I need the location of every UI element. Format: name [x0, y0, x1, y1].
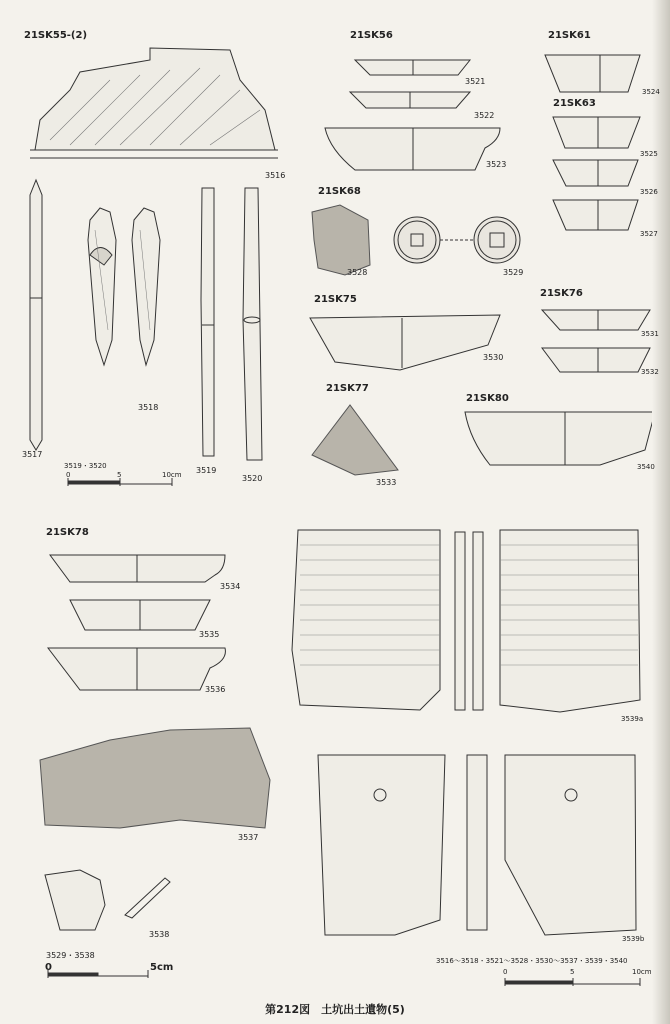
artifact-number: 3526 [640, 188, 658, 196]
artifact-3540-drawing [465, 412, 655, 465]
artifact-number: 3522 [474, 111, 495, 120]
pit-label-sk77: 21SK77 [326, 383, 369, 394]
pit-label-sk75: 21SK75 [314, 294, 357, 305]
artifact-number: 3527 [640, 230, 658, 238]
scale-title-3519-3520: 3519・3520 [64, 462, 107, 470]
artifact-number: 3539a [621, 715, 644, 723]
artifact-3517-drawing [30, 180, 42, 450]
artifact-number: 3518 [138, 403, 159, 412]
pit-label-sk76: 21SK76 [540, 288, 583, 299]
artifact-3531-3532-drawing [542, 310, 650, 372]
artifact-number: 3540 [637, 463, 655, 471]
scale-title-main: 3516～3518・3521～3528・3530～3537・3539・3540 [436, 957, 628, 965]
artifact-number: 3516 [265, 171, 286, 180]
pit-label-sk55: 21SK55-(2) [24, 30, 88, 41]
artifact-3530-drawing [310, 315, 500, 370]
artifact-number: 3525 [640, 150, 658, 158]
artifact-number: 3521 [465, 77, 486, 86]
artifact-3538-drawing [45, 870, 170, 930]
artifact-3518-drawing [88, 208, 160, 365]
artifact-3529-coins [394, 217, 520, 263]
scale-bar-3529-3538 [48, 970, 148, 978]
artifact-number: 3539b [622, 935, 645, 943]
scale-tick-label: 0 [66, 471, 71, 479]
scale-tick-label: 10cm [162, 471, 182, 479]
artifact-number: 3532 [641, 368, 659, 376]
artifact-3528-rubbing [312, 205, 370, 275]
artifact-number: 3520 [242, 474, 263, 483]
artifact-number: 3523 [486, 160, 507, 169]
artifact-3516-drawing [30, 48, 278, 158]
pit-label-sk80: 21SK80 [466, 393, 509, 404]
scale-bar-main [505, 978, 640, 986]
artifact-number: 3533 [376, 478, 397, 487]
artifact-3537-rubbing [40, 728, 270, 828]
scale-title-3529-3538: 3529・3538 [46, 951, 95, 960]
artifact-number: 3536 [205, 685, 226, 694]
artifact-number: 3538 [149, 930, 170, 939]
scale-tick-label: 10cm [632, 968, 652, 976]
artifact-3539a-drawing [292, 530, 640, 712]
scale-tick-label: 5cm [150, 962, 174, 973]
pit-label-sk61: 21SK61 [548, 30, 591, 41]
artifact-number: 3530 [483, 353, 504, 362]
artifact-number: 3531 [641, 330, 659, 338]
artifact-number: 3519 [196, 466, 217, 475]
artifact-number: 3528 [347, 268, 368, 277]
artifact-number: 3529 [503, 268, 524, 277]
artifact-number: 3535 [199, 630, 220, 639]
artifact-number: 3524 [642, 88, 660, 96]
artifact-3519-3520-drawing [201, 188, 262, 460]
pit-label-sk56: 21SK56 [350, 30, 393, 41]
scale-tick-label: 0 [503, 968, 508, 976]
artifact-number: 3537 [238, 833, 259, 842]
artifact-3533-rubbing [312, 405, 398, 475]
artifact-number: 3517 [22, 450, 43, 459]
artifact-3534-3536-drawing [48, 555, 225, 690]
pit-label-sk68: 21SK68 [318, 186, 361, 197]
scale-tick-label: 5 [570, 968, 575, 976]
artifact-3539b-drawing [318, 755, 636, 935]
figure-caption: 第212図 土坑出土遺物(5) [265, 1003, 405, 1016]
artifact-3524-3527-drawing [545, 55, 640, 230]
pit-label-sk78: 21SK78 [46, 527, 89, 538]
pit-label-sk63: 21SK63 [553, 98, 596, 109]
artifact-number: 3534 [220, 582, 241, 591]
scale-bar-3519-3520 [68, 478, 172, 486]
scale-tick-label: 5 [117, 471, 122, 479]
scale-tick-label: 0 [45, 962, 52, 973]
